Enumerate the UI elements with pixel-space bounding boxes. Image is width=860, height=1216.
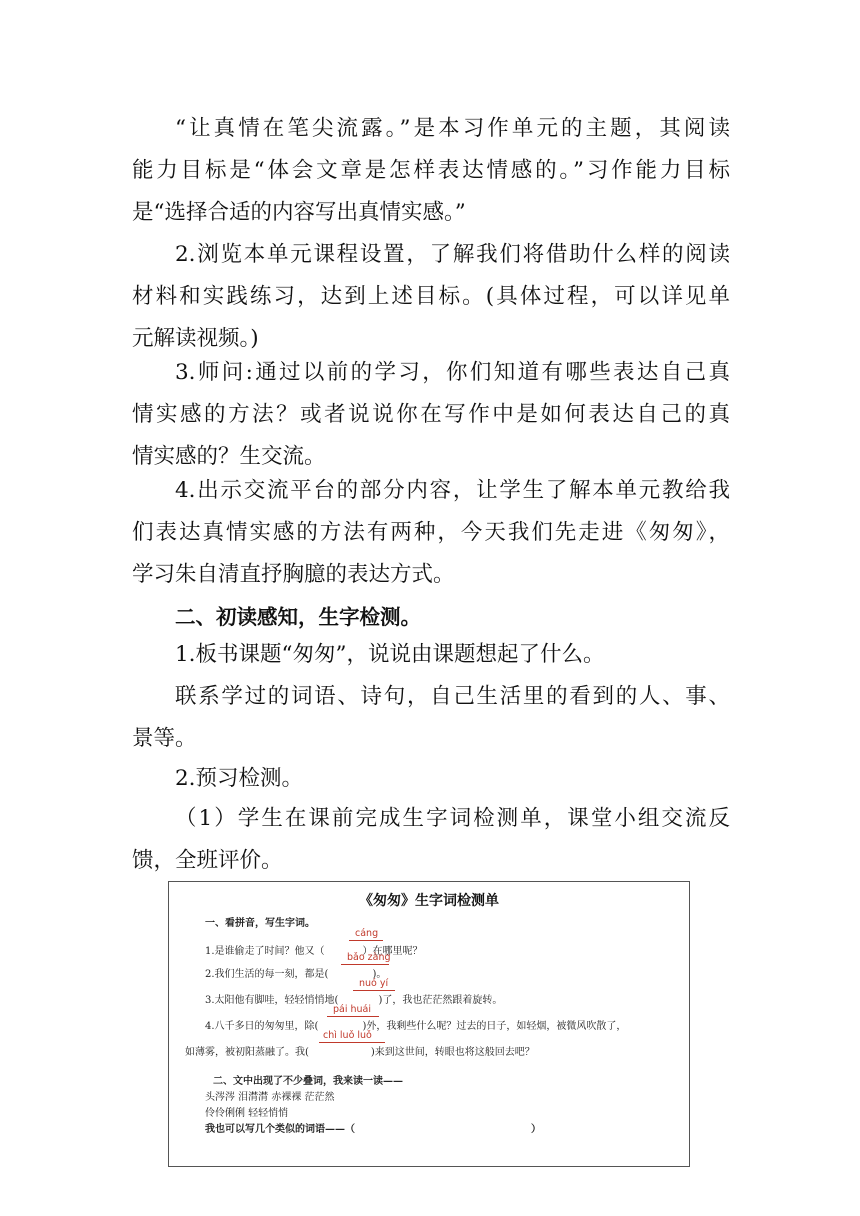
question-text: 4.八千多日的匆匆里，除(	[205, 1021, 319, 1032]
paragraph-worksheet-intro	[132, 798, 730, 882]
paragraph-board-title	[132, 634, 730, 676]
pinyin-hint: pái huái	[333, 1004, 372, 1015]
prompt-text: 我也可以写几个类似的词语——（	[205, 1124, 355, 1135]
pinyin-hint: chì luǒ luǒ	[323, 1030, 372, 1041]
text-line: 2.浏览本单元课程设置，了解我们将借助什么样的阅读	[175, 242, 730, 267]
text-line: 材料和实践练习，达到上述目标。(具体过程，可以详见单	[132, 284, 730, 309]
worksheet-section-1: 一、看拼音，写生字词。	[205, 918, 315, 929]
heading-text: 二、初读感知，生字检测。	[175, 605, 421, 629]
text-line: 是“选择合适的内容写出真情实感。”	[132, 200, 466, 225]
question-text: 如薄雾，被初阳蒸融了。我(	[185, 1047, 309, 1058]
question-text: 2.我们生活的每一刻，都是(	[205, 969, 329, 980]
text-line: “让真情在笔尖流露。”是本习作单元的主题，其阅读	[175, 116, 730, 141]
text-line: 情实感的方法？或者说说你在写作中是如何表达自己的真	[132, 402, 730, 427]
text-line: 4.出示交流平台的部分内容，让学生了解本单元教给我	[175, 478, 730, 503]
text-line: 联系学过的词语、诗句，自己生活里的看到的人、事、	[175, 684, 730, 709]
question-text: )。	[372, 969, 387, 980]
question-text: )来到这世间，转眼也将这般回去吧？	[370, 1047, 535, 1058]
paragraph-step-3	[132, 352, 730, 478]
text-line: 3.师问:通过以前的学习，你们知道有哪些表达自己真	[175, 360, 730, 385]
blank-marker	[349, 940, 383, 941]
text-line: 馈，全班评价。	[132, 848, 283, 873]
paragraph-step-4	[132, 470, 730, 596]
paragraph-preview-check	[132, 758, 730, 800]
text-line: 景等。	[132, 726, 197, 751]
paragraph-associate	[132, 676, 730, 760]
text-line: 1.板书课题“匆匆”，说说由课题想起了什么。	[175, 642, 605, 667]
text-line: 2.预习检测。	[175, 766, 304, 791]
pinyin-hint: bǎo zàng	[347, 952, 391, 963]
reduplicated-words-1: 头涔涔 泪潸潸 赤裸裸 茫茫然	[205, 1092, 335, 1103]
reduplicated-words-2: 伶伶俐俐 轻轻悄悄	[205, 1108, 289, 1119]
section-heading	[132, 596, 730, 638]
question-text: 1.是谁偷走了时间？他又（	[205, 946, 325, 957]
text-line: 元解读视频。)	[132, 326, 259, 351]
prompt-text: ）	[531, 1124, 541, 1135]
pinyin-hint: nuó yí	[359, 978, 389, 989]
question-text: )外，我剩些什么呢？过去的日子，如轻烟，被微风吹散了，	[362, 1021, 627, 1032]
paragraph-theme	[132, 108, 730, 234]
worksheet-section-2: 二、文中出现了不少叠词，我来读一读——	[213, 1076, 403, 1087]
question-text: )了，我也茫茫然跟着旋转。	[378, 995, 503, 1006]
write-more-prompt	[205, 1120, 541, 1135]
text-line: （1）学生在课前完成生字词检测单，课堂小组交流反	[175, 806, 730, 831]
pinyin-hint: cáng	[355, 928, 379, 939]
question-4	[205, 1017, 626, 1032]
worksheet-title: 《匆匆》生字词检测单	[359, 893, 499, 909]
text-line: 学习朱自清直抒胸臆的表达方式。	[132, 562, 455, 587]
question-4-continued	[185, 1043, 535, 1058]
text-line: 能力目标是“体会文章是怎样表达情感的。”习作能力目标	[132, 158, 730, 183]
question-text: 3.太阳他有脚哇，轻轻悄悄地(	[205, 995, 339, 1006]
text-line: 情实感的？生交流。	[132, 444, 326, 469]
vocabulary-worksheet	[168, 881, 690, 1167]
paragraph-step-2	[132, 234, 730, 360]
question-text: ）在哪里呢？	[362, 946, 423, 957]
text-line: 们表达真情实感的方法有两种，今天我们先走进《匆匆》，	[132, 520, 730, 545]
